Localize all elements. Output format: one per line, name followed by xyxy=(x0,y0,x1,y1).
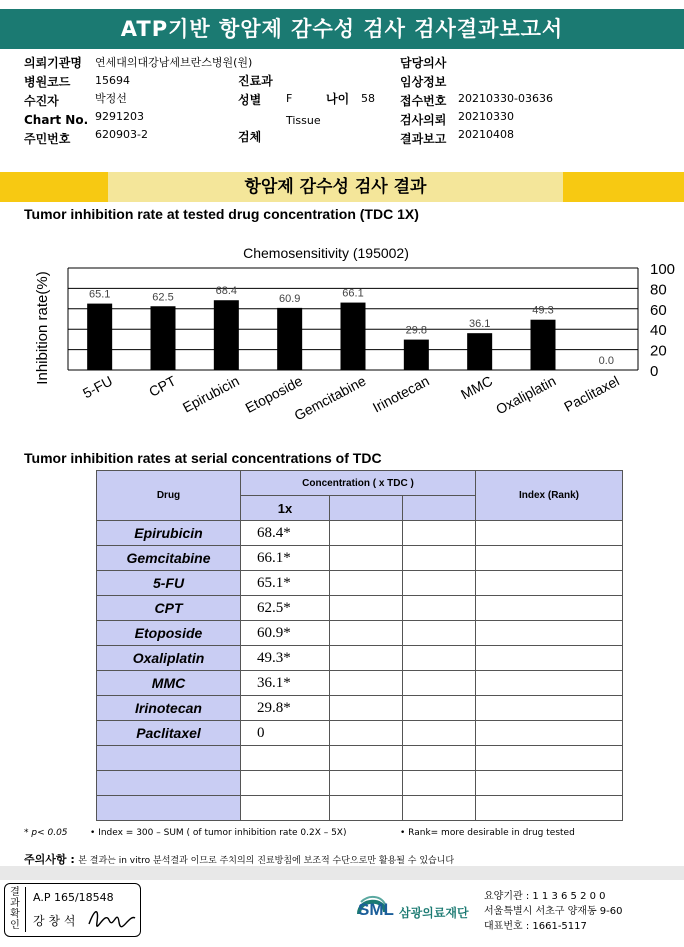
results-table xyxy=(96,470,623,821)
bar-gemcitabine xyxy=(341,303,366,370)
data-label: 66.1 xyxy=(342,287,364,300)
section-band xyxy=(0,172,684,202)
value-cell: 29.8* xyxy=(241,696,330,721)
chart-subtitle: Tumor inhibition rate at tested drug concentration (TDC 1X) xyxy=(24,206,419,222)
institution-value: 연세대의대강남세브란스병원(원) xyxy=(95,56,253,69)
specimen-label: 검체 xyxy=(238,130,262,144)
drug-cell: Paclitaxel xyxy=(97,721,241,746)
table-row xyxy=(97,696,623,721)
value-cell: 49.3* xyxy=(241,646,330,671)
company-code: 요양기관 : 1 1 3 6 5 2 0 0 xyxy=(484,891,606,902)
data-label: 68.4 xyxy=(215,285,238,298)
value-cell: 66.1* xyxy=(241,546,330,571)
table-row xyxy=(97,521,623,546)
category-label: Irinotecan xyxy=(369,372,432,416)
data-label: 29.8 xyxy=(405,324,428,337)
result-report-value: 20210408 xyxy=(458,128,514,141)
chart-no-label: Chart No. xyxy=(24,113,89,127)
company-address: 서울특별시 서초구 양재동 9-60 xyxy=(484,906,623,917)
value-cell: 62.5* xyxy=(241,596,330,621)
y-tick-label: 60 xyxy=(650,301,667,319)
table-row xyxy=(97,596,623,621)
drug-cell: Oxaliplatin xyxy=(97,646,241,671)
header-mid xyxy=(238,72,273,147)
y-tick-label: 0 xyxy=(650,363,659,380)
sex-label: 성별 xyxy=(238,93,262,107)
col-1x-header: 1x xyxy=(241,496,330,521)
institution-label: 의뢰기관명 xyxy=(24,56,82,70)
request-label: 검사의뢰 xyxy=(400,113,447,127)
table-subtitle: Tumor inhibition rates at serial concentrations of TDC xyxy=(24,450,382,466)
value-cell: 60.9* xyxy=(241,621,330,646)
dept-label: 진료과 xyxy=(238,74,273,88)
value-cell: 36.1* xyxy=(241,671,330,696)
table-row xyxy=(97,721,623,746)
category-label: Gemcitabine xyxy=(291,372,369,424)
table-row-empty xyxy=(97,746,623,771)
signature-stamp xyxy=(4,883,141,937)
col-empty-header xyxy=(403,496,476,521)
hospital-code-label: 병원코드 xyxy=(24,75,71,89)
section-title: 항암제 감수성 검사 결과 xyxy=(108,172,563,202)
hospital-code-value: 15694 xyxy=(95,74,130,87)
value-cell: 68.4* xyxy=(241,521,330,546)
bar-epirubicin xyxy=(214,300,239,370)
header-right xyxy=(400,54,446,149)
stamp-vertical-label: 결 과 확 인 xyxy=(10,887,20,931)
bar-5-fu xyxy=(87,304,112,370)
index-header: Index (Rank) xyxy=(476,471,623,521)
drug-cell: CPT xyxy=(97,596,241,621)
y-tick-label: 40 xyxy=(650,322,667,340)
data-label: 0.0 xyxy=(598,355,614,367)
chart-ylabel: Inhibition rate(%) xyxy=(34,271,51,385)
request-value: 20210330 xyxy=(458,110,514,123)
company-logo-text: SML xyxy=(358,900,394,919)
category-label: MMC xyxy=(458,372,496,403)
specimen-value: Tissue xyxy=(286,114,321,127)
drug-cell: Irinotecan xyxy=(97,696,241,721)
value-cell: 0 xyxy=(241,721,330,746)
result-report-label: 결과보고 xyxy=(400,132,447,146)
drug-cell: Etoposide xyxy=(97,621,241,646)
caution-text: 본 결과는 in vitro 분석결과 이므로 주치의의 진료방침에 보조적 수단으로만 활용될 수 있습니다 xyxy=(78,856,455,866)
category-label: Etoposide xyxy=(242,372,306,416)
bar-oxaliplatin xyxy=(531,320,556,370)
age-label: 나이 xyxy=(326,92,350,106)
id-label: 주민번호 xyxy=(24,132,71,146)
footnote-rank: • Rank= more desirable in drug tested xyxy=(400,828,575,838)
table-row xyxy=(97,546,623,571)
table-row xyxy=(97,671,623,696)
table-row-empty xyxy=(97,771,623,796)
stamp-ap-number: A.P 165/18548 xyxy=(33,891,114,904)
caution xyxy=(24,851,454,867)
company-name: 삼광의료재단 xyxy=(399,906,469,920)
concentration-header: Concentration ( x TDC ) xyxy=(241,471,476,496)
category-label: CPT xyxy=(146,372,179,400)
stamp-name: 강 창 석 xyxy=(33,914,76,928)
patient-value: 박정선 xyxy=(95,92,127,105)
footnote-p: * p< 0.05 xyxy=(24,828,68,838)
category-label: Oxaliplatin xyxy=(493,372,559,418)
signature-scribble xyxy=(87,904,137,930)
drug-cell: 5-FU xyxy=(97,571,241,596)
receipt-label: 접수번호 xyxy=(400,94,447,108)
sex-value: F xyxy=(286,92,293,105)
bar-etoposide xyxy=(277,308,302,370)
data-label: 49.3 xyxy=(532,304,554,317)
receipt-value: 20210330-03636 xyxy=(458,92,553,105)
table-row xyxy=(97,571,623,596)
company-info xyxy=(484,889,623,934)
table-row xyxy=(97,646,623,671)
category-label: 5-FU xyxy=(80,372,116,402)
y-tick-label: 80 xyxy=(650,281,667,299)
drug-cell: MMC xyxy=(97,671,241,696)
caution-label: 주의사항 : xyxy=(24,853,75,866)
clinical-label: 임상정보 xyxy=(400,75,447,89)
drug-cell: Epirubicin xyxy=(97,521,241,546)
bar-cpt xyxy=(151,306,176,370)
data-label: 65.1 xyxy=(88,288,111,301)
bar-mmc xyxy=(467,333,492,370)
drug-cell: Gemcitabine xyxy=(97,546,241,571)
data-label: 60.9 xyxy=(278,292,301,305)
bar-irinotecan xyxy=(404,340,429,370)
doctor-label: 담당의사 xyxy=(400,56,447,70)
company-phone: 대표번호 : 1661-5117 xyxy=(484,921,587,932)
chart-no-value: 9291203 xyxy=(95,110,144,123)
table-row-empty xyxy=(97,796,623,821)
header-left-values xyxy=(95,54,252,144)
footnote-index: • Index = 300 – SUM ( of tumor inhibition rate 0.2X – 5X) xyxy=(90,828,347,838)
table-row xyxy=(97,621,623,646)
footer-divider xyxy=(0,866,684,880)
header-right-values xyxy=(458,90,553,144)
header-left xyxy=(24,54,88,149)
y-tick-label: 100 xyxy=(650,261,676,278)
chart-title: Chemosensitivity (195002) xyxy=(243,245,409,261)
y-tick-label: 20 xyxy=(650,342,667,360)
id-value: 620903-2 xyxy=(95,128,148,141)
col-empty-header xyxy=(330,496,403,521)
category-label: Epirubicin xyxy=(179,372,242,416)
patient-label: 수진자 xyxy=(24,94,59,108)
report-title: ATP기반 항암제 감수성 검사 검사결과보고서 xyxy=(0,9,684,49)
value-cell: 65.1* xyxy=(241,571,330,596)
chemosensitivity-chart xyxy=(0,230,684,440)
category-label: Paclitaxel xyxy=(561,372,622,415)
data-label: 36.1 xyxy=(468,318,491,331)
data-label: 62.5 xyxy=(152,291,174,304)
drug-header: Drug xyxy=(97,471,241,521)
age-value: 58 xyxy=(361,92,375,105)
